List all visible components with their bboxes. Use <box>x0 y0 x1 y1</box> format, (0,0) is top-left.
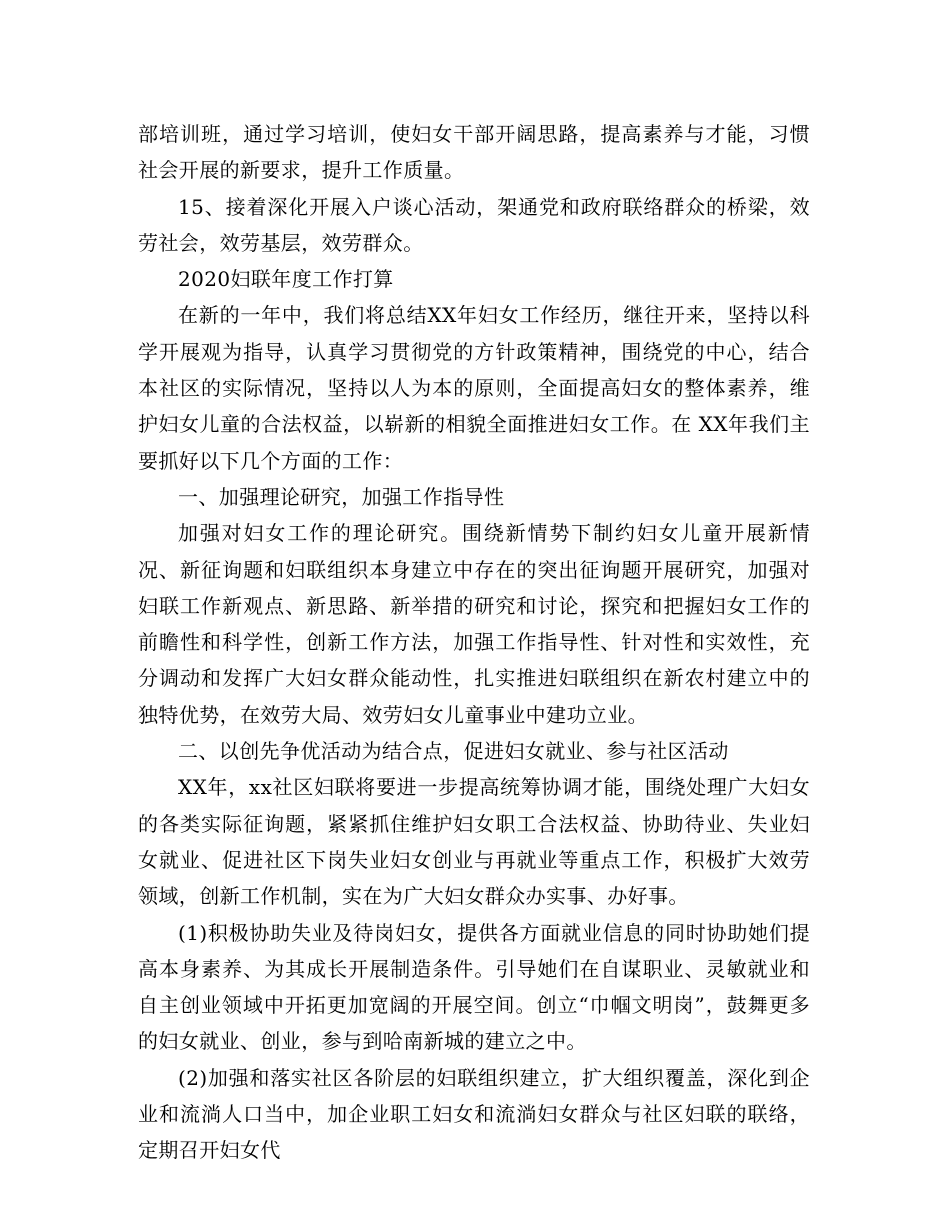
paragraph-item-2: (2)加强和落实社区各阶层的妇联组织建立，扩大组织覆盖，深化到企业和流淌人口当中，加企业职工妇女和流淌妇女群众与社区妇联的联络，定期召开妇女代 <box>138 1065 810 1163</box>
paragraph-item-1: (1)积极协助失业及待岗妇女，提供各方面就业信息的同时协助她们提高本身素养、为其成长开展制造条件。引导她们在自谋职业、灵敏就业和自主创业领域中开拓更加宽阔的开展空间。创立“巾帼文明岗”，鼓舞更多的妇女就业、创业，参与到哈南新城的建立之中。 <box>138 920 810 1054</box>
paragraph-continuation: 部培训班，通过学习培训，使妇女干部开阔思路，提高素养与才能，习惯社会开展的新要求，提升工作质量。 <box>138 122 810 183</box>
heading-part-two: 二、以创先争优活动为结合点，促进妇女就业、参与社区活动 <box>178 739 729 764</box>
paragraph-theory-research: 加强对妇女工作的理论研究。围绕新情势下制约妇女儿童开展新情况、新征询题和妇联组织本身建立中存在的突出征询题开展研究，加强对妇联工作新观点、新思路、新举措的研究和讨论，探究和把握妇女工作的前瞻性和科学性，创新工作方法，加强工作指导性、针对性和实效性，充分调动和发挥广大妇女群众能动性，扎实推进妇联组织在新农村建立中的独特优势，在效劳大局、效劳妇女儿童事业中建功立业。 <box>138 521 810 727</box>
heading-part-one: 一、加强理论研究，加强工作指导性 <box>178 484 505 509</box>
paragraph-intro: 在新的一年中，我们将总结XX年妇女工作经历，继往开来，坚持以科学开展观为指导，认真学习贯彻党的方针政策精神，围绕党的中心，结合本社区的实际情况，坚持以人为本的原则，全面提高妇女的整体素养，维护妇女儿童的合法权益，以崭新的相貌全面推进妇女工作。在 XX年我们主要抓好以下几个方面的工作： <box>138 303 810 473</box>
paragraph-item-15: 15、接着深化开展入户谈心活动，架通党和政府联络群众的桥梁，效劳社会，效劳基层，效劳群众。 <box>138 194 810 255</box>
paragraph-employment: XX年，xx社区妇联将要进一步提高统筹协调才能，围绕处理广大妇女的各类实际征询题，紧紧抓住维护妇女职工合法权益、协助待业、失业妇女就业、促进社区下岗失业妇女创业与再就业等重点工作，积极扩大效劳领域，创新工作机制，实在为广大妇女群众办实事、办好事。 <box>138 775 810 909</box>
document-body <box>138 116 810 1169</box>
section-title: 2020妇联年度工作打算 <box>178 267 394 292</box>
